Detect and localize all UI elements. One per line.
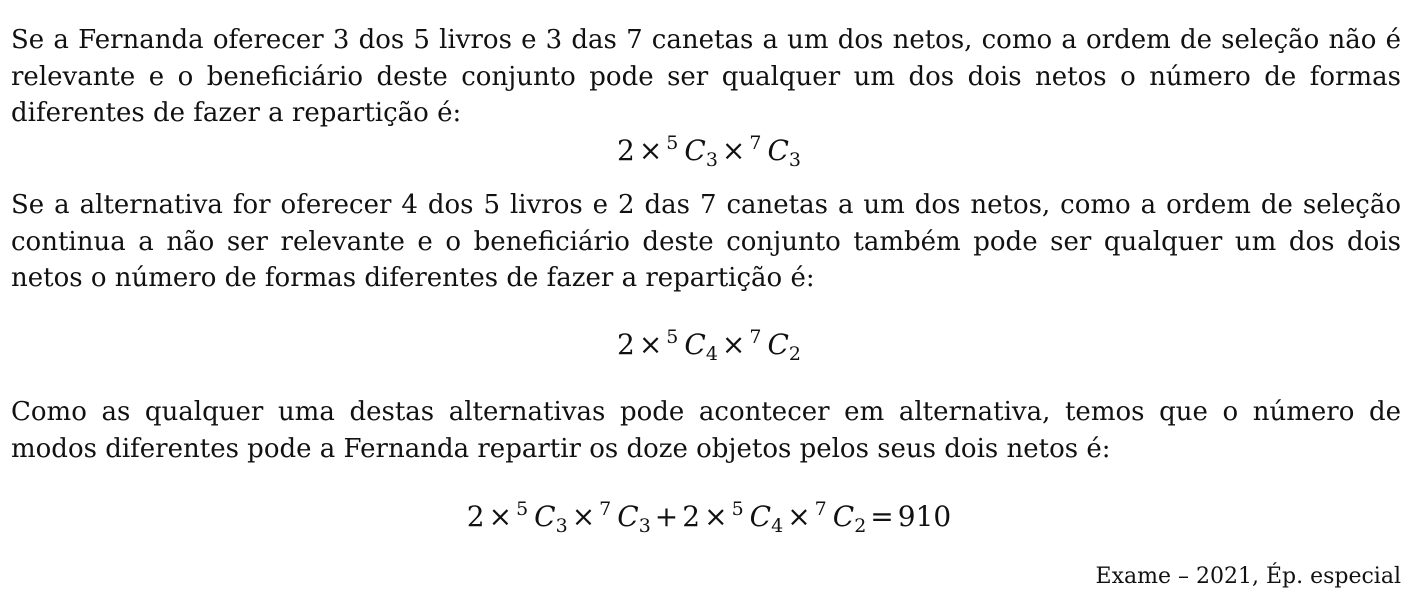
times-operator: × — [488, 500, 513, 533]
pens-total: 7 — [749, 132, 762, 154]
pens-total: 7 — [749, 326, 762, 348]
times-operator: × — [721, 134, 746, 167]
source-citation: Exame – 2021, Ép. especial — [1095, 564, 1401, 589]
pens-chosen: 3 — [788, 149, 801, 171]
pens-chosen: 3 — [638, 515, 651, 537]
paragraph-conclusion: Como as qualquer uma destas alternativas pode acontecer em alternativa, temos que o número de modos diferentes pode a Fernanda repartir os doze objetos pelos seus dois netos é: — [11, 397, 1401, 464]
books-chosen: 4 — [771, 515, 784, 537]
times-operator: × — [571, 500, 596, 533]
formula-second-case — [0, 327, 1418, 363]
combination-symbol: C — [767, 134, 789, 167]
combination-symbol: C — [534, 500, 556, 533]
paragraph-second-case: Se a alternativa for oferecer 4 dos 5 livros e 2 das 7 canetas a um dos netos, como a ordem de seleção continua a não ser relevante e o beneficiário deste conjunto também pode ser qualquer um dos dois netos o número de formas diferentes de fazer a repartição é: — [11, 190, 1401, 293]
books-total: 5 — [666, 326, 679, 348]
formula-coefficient: 2 — [682, 500, 701, 533]
pens-chosen: 2 — [854, 515, 867, 537]
formula-total — [0, 499, 1418, 535]
times-operator: × — [787, 500, 811, 533]
pens-total: 7 — [599, 498, 612, 520]
combination-symbol: C — [749, 500, 772, 533]
formula-coefficient: 2 — [466, 500, 485, 533]
combination-symbol: C — [832, 500, 855, 533]
pens-chosen: 2 — [788, 343, 801, 365]
formula-coefficient: 2 — [616, 328, 635, 361]
formula-first-case — [0, 133, 1418, 169]
books-total: 5 — [731, 498, 744, 520]
plus-operator: + — [654, 500, 679, 533]
pens-total: 7 — [814, 498, 827, 520]
books-total: 5 — [516, 498, 529, 520]
times-operator: × — [638, 134, 663, 167]
books-chosen: 3 — [705, 149, 718, 171]
times-operator: × — [704, 500, 728, 533]
books-chosen: 3 — [555, 515, 568, 537]
formula-coefficient: 2 — [616, 134, 635, 167]
combination-symbol: C — [767, 328, 789, 361]
combination-symbol: C — [684, 328, 706, 361]
books-total: 5 — [666, 132, 679, 154]
formula-result: 910 — [897, 500, 952, 533]
combination-symbol: C — [617, 500, 639, 533]
times-operator: × — [638, 328, 663, 361]
books-chosen: 4 — [705, 343, 718, 365]
paragraph-first-case: Se a Fernanda oferecer 3 dos 5 livros e 3 das 7 canetas a um dos netos, como a ordem de seleção não é relevante e o beneficiário deste conjunto pode ser qualquer um dos dois netos o número de formas diferentes de fazer a repartição é: — [11, 25, 1401, 128]
times-operator: × — [721, 328, 746, 361]
equals-operator: = — [870, 500, 894, 533]
combination-symbol: C — [684, 134, 706, 167]
